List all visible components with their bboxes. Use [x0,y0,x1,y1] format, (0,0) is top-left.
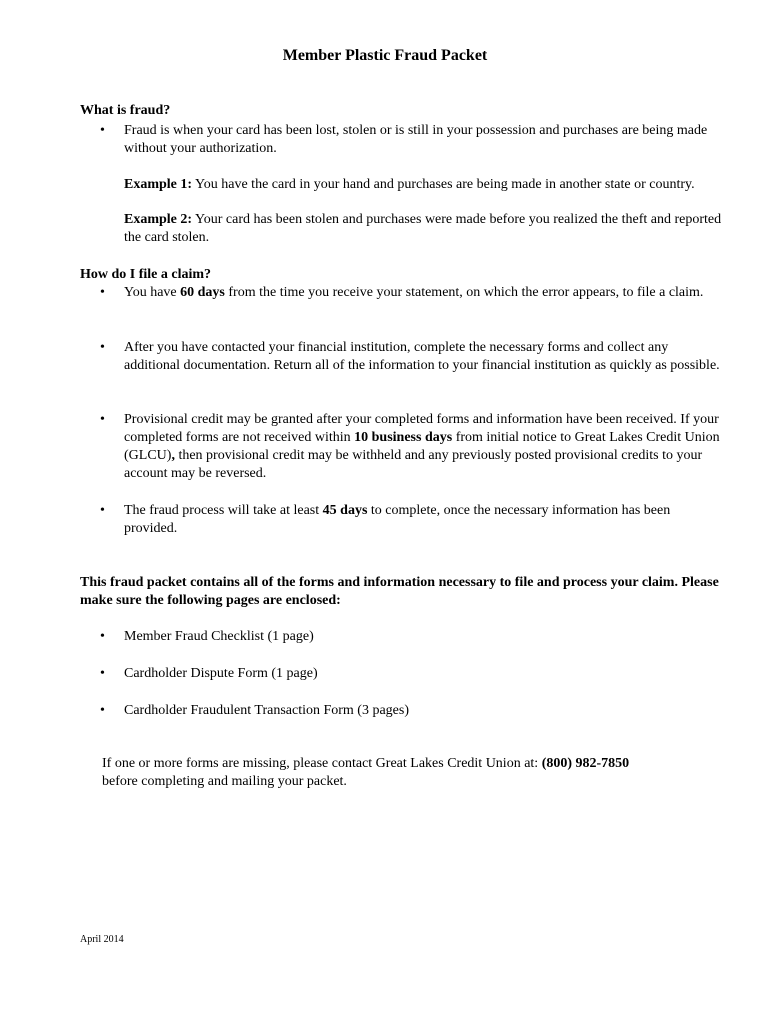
text-run: from initial notice to Great Lakes Credit Union (GLCU) [124,430,720,463]
enclosed-page-item: Cardholder Dispute Form (1 page) [124,666,318,681]
text-run: The fraud process will take at least [124,503,323,518]
enclosed-page-item: Cardholder Fraudulent Transaction Form (3 pages) [124,703,410,718]
list-item [80,339,725,375]
bullet-icon: • [100,285,105,300]
section-heading-what-is-fraud: What is fraud? [80,103,171,118]
list-item [80,628,725,646]
list-item [80,665,725,683]
bullet-icon: • [100,412,105,427]
enclosed-page-item: Member Fraud Checklist (1 page) [124,629,314,644]
example-2-label: Example 2: [124,212,193,227]
example-2 [124,211,724,247]
bullet-icon: • [100,503,105,518]
bullet-icon: • [100,123,105,138]
example-1-text: You have the card in your hand and purchases are being made in another state or country. [192,177,695,192]
text-run: If one or more forms are missing, please contact Great Lakes Credit Union at: [102,756,542,771]
business-days: 10 business days [354,430,453,445]
bullet-icon: • [100,703,105,718]
text-run: , [171,448,175,463]
text-run: then provisional credit may be withheld and any previously posted provisional credits to your account may be reversed. [124,448,703,481]
phone-number: (800) 982-7850 [541,756,630,771]
text-run: before completing and mailing your packet. [102,774,347,789]
bullet-icon: • [100,340,105,355]
process-days: 45 days [322,503,368,518]
list-item [80,411,725,483]
section-heading-file-claim: How do I file a claim? [80,267,212,282]
complete-forms-text: After you have contacted your financial institution, complete the necessary forms and collect any additional documentation. Return all of the information to your financial institution as quickly as possible. [124,340,720,373]
list-item [80,284,725,302]
text-run: to complete, once the necessary information has been provided. [124,503,671,536]
list-item [80,702,725,720]
document-title: Member Plastic Fraud Packet [282,47,488,64]
text-run: from the time you receive your statement, on which the error appears, to file a claim. [224,285,704,300]
bullet-icon: • [100,629,105,644]
example-2-text: Your card has been stolen and purchases were made before you realized the theft and reported the card stolen. [124,212,722,245]
example-1 [124,176,724,194]
footer-date: April 2014 [80,934,124,945]
bullet-icon: • [100,666,105,681]
contact-note [102,755,722,791]
fraud-definition: Fraud is when your card has been lost, stolen or is still in your possession and purchases are being made without your authorization. [124,123,708,156]
process-duration-text [124,502,725,538]
deadline-days: 60 days [180,285,225,300]
text-run: You have [124,285,181,300]
provisional-credit-text [124,411,725,483]
list-item [80,122,725,158]
text-run: Provisional credit may be granted after your completed forms and information have been received. If your completed forms are not received within [124,412,719,445]
claim-deadline-text [124,284,725,302]
list-item [80,502,725,538]
example-1-label: Example 1: [124,177,193,192]
packet-intro: This fraud packet contains all of the forms and information necessary to file and process your claim. Please make sure the following pages are enclosed: [80,575,719,608]
